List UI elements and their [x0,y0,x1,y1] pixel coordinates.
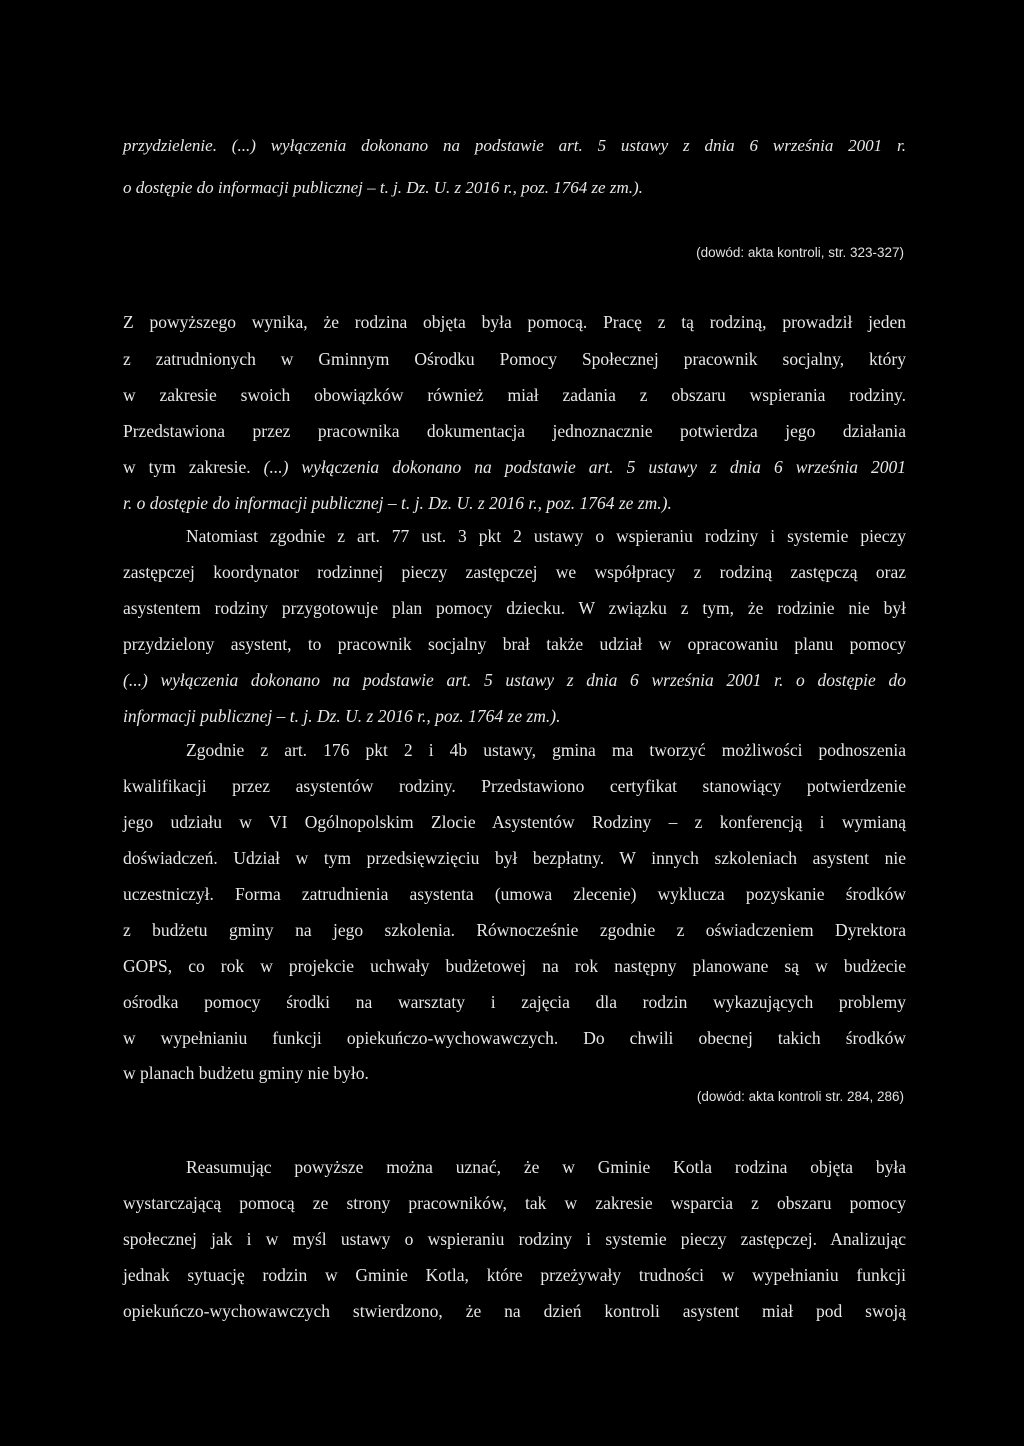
text-line: społecznej jak i w myśl ustawy o wspieraniu rodziny i systemie pieczy zastępczej. Analizując [123,1229,906,1249]
text-segment: w tym zakresie. [123,457,264,477]
text-line: r. o dostępie do informacji publicznej – t. j. Dz. U. z 2016 r., poz. 1764 ze zm.). [123,493,672,513]
text-line: w planach budżetu gminy nie było. [123,1063,369,1083]
text-line: (...) wyłączenia dokonano na podstawie art. 5 ustawy z dnia 6 września 2001 r. o dostępie do [123,670,906,690]
text-line: jednak sytuację rodzin w Gminie Kotla, które przeżywały trudności w wypełnianiu funkcji [123,1265,906,1285]
text-line: jego udziału w VI Ogólnopolskim Zlocie Asystentów Rodziny – z konferencją i wymianą [123,812,906,832]
text-line: przydzielenie. (...) wyłączenia dokonano na podstawie art. 5 ustawy z dnia 6 września 2001 r. [123,136,906,155]
evidence-note: (dowód: akta kontroli str. 284, 286) [696,1089,904,1104]
text-segment-italic: (...) wyłączenia dokonano na podstawie art. 5 ustawy z dnia 6 września 2001 [263,457,906,477]
text-line: Zgodnie z art. 176 pkt 2 i 4b ustawy, gmina ma tworzyć możliwości podnoszenia [186,740,906,760]
text-line: wystarczającą pomocą ze strony pracowników, tak w zakresie wsparcia z obszaru pomocy [123,1193,906,1213]
text-line: o dostępie do informacji publicznej – t. j. Dz. U. z 2016 r., poz. 1764 ze zm.). [123,178,643,197]
text-line: zastępczej koordynator rodzinnej pieczy zastępczej we współpracy z rodziną zastępczą oraz [123,562,906,582]
text-line: doświadczeń. Udział w tym przedsięwzięciu był bezpłatny. W innych szkoleniach asystent nie [123,848,906,868]
text-line: kwalifikacji przez asystentów rodziny. Przedstawiono certyfikat stanowiący potwierdzenie [123,776,906,796]
text-line [123,455,906,479]
text-line: Z powyższego wynika, że rodzina objęta była pomocą. Pracę z tą rodziną, prowadził jeden [123,312,906,332]
text-line: przydzielony asystent, to pracownik socjalny brał także udział w opracowaniu planu pomocy [123,634,906,654]
text-line: z budżetu gminy na jego szkolenia. Równocześnie zgodnie z oświadczeniem Dyrektora [123,920,906,940]
text-line: opiekuńczo-wychowawczych stwierdzono, że na dzień kontroli asystent miał pod swoją [123,1301,906,1321]
text-line: asystentem rodziny przygotowuje plan pomocy dziecku. W związku z tym, że rodzinie nie był [123,598,906,618]
text-line: Natomiast zgodnie z art. 77 ust. 3 pkt 2 ustawy o wspieraniu rodziny i systemie pieczy [186,526,906,546]
text-line: w wypełnianiu funkcji opiekuńczo-wychowawczych. Do chwili obecnej takich środków [123,1028,906,1048]
evidence-note: (dowód: akta kontroli, str. 323-327) [696,245,904,260]
text-line: ośrodka pomocy środki na warsztaty i zajęcia dla rodzin wykazujących problemy [123,992,906,1012]
text-line: informacji publicznej – t. j. Dz. U. z 2016 r., poz. 1764 ze zm.). [123,706,561,726]
text-line: w zakresie swoich obowiązków również miał zadania z obszaru wspierania rodziny. [123,385,906,405]
text-line: Reasumując powyższe można uznać, że w Gminie Kotla rodzina objęta była [186,1157,906,1177]
text-line: z zatrudnionych w Gminnym Ośrodku Pomocy Społecznej pracownik socjalny, który [123,349,906,369]
text-line: uczestniczył. Forma zatrudnienia asystenta (umowa zlecenie) wyklucza pozyskanie środków [123,884,906,904]
text-line: Przedstawiona przez pracownika dokumentacja jednoznacznie potwierdza jego działania [123,421,906,441]
text-line: GOPS, co rok w projekcie uchwały budżetowej na rok następny planowane są w budżecie [123,956,906,976]
